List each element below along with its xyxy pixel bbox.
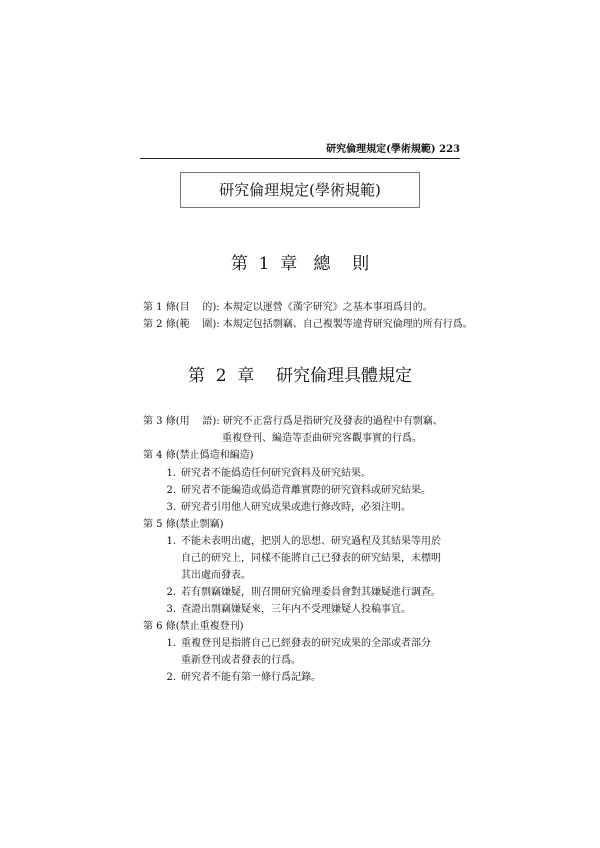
article-1-text: 本規定以運營《漢字研究》之基本事項爲目的。 [222, 302, 433, 313]
chapter-1-heading: 第 1 章 總 則 [230, 254, 370, 274]
article-4-item-3-text: 研究者引用他人研究成果或進行修改時，必須注明。 [181, 502, 411, 513]
article-3-line-2: 重複登刊、編造等歪曲研究客觀事實的行爲。 [222, 433, 422, 444]
article-1 [143, 299, 463, 316]
article-6-item-2-text: 研究者不能有第一條行爲記錄。 [181, 672, 321, 683]
article-3 [143, 413, 463, 430]
article-6-label: 第 6 條(禁止重複登刊) [143, 621, 244, 632]
article-5-item-2-number: 2. [166, 587, 176, 598]
article-3-line-1: 研究不正當行爲是指研究及發表的過程中有剽竊、 [222, 416, 443, 427]
article-4-item-2-text: 研究者不能編造或僞造背離實際的研究資料或研究結果。 [181, 485, 431, 496]
article-5-label: 第 5 條(禁止剽竊) [143, 519, 224, 530]
article-4-item-1-text: 研究者不能僞造任何研究資料及研究結果。 [181, 468, 371, 479]
article-4-item-3-number: 3. [166, 502, 176, 513]
article-2-label: 第 2 條(範 圍): [143, 319, 220, 330]
article-6-item-1-line-2: 重新登刊或者發表的行爲。 [181, 655, 301, 666]
article-2 [143, 316, 473, 333]
article-6-item-1-line-1: 重複登刊是指將自己已經發表的研究成果的全部或者部分 [181, 638, 431, 649]
article-4-item-2-number: 2. [166, 485, 176, 496]
header-rule [140, 158, 460, 159]
document-title: 研究倫理規定(學術規範) [180, 172, 420, 208]
article-5-item-2-text: 若有剽竊嫌疑，則召開研究倫理委員會對其嫌疑進行調查。 [181, 587, 441, 598]
article-5-item-3-text: 查證出剽竊嫌疑來，三年内不受理嫌疑人投稿事宜。 [181, 604, 411, 615]
article-6-item-1-number: 1. [166, 638, 176, 649]
chapter-2-heading: 第 2 章 研究倫理具體規定 [187, 366, 413, 386]
article-5-item-1-line-1: 不能未表明出處，把別人的思想、研究過程及其結果等用於 [181, 536, 441, 547]
article-5-item-1-number: 1. [166, 536, 176, 547]
article-2-text: 本規定包括剽竊、自己複製等違背研究倫理的所有行爲。 [222, 319, 473, 330]
article-1-label: 第 1 條(目 的): [143, 302, 220, 313]
article-3-label: 第 3 條(用 語): [143, 416, 220, 427]
article-5-item-3-number: 3. [166, 604, 176, 615]
running-header: 研究倫理規定(學術規範) 223 [326, 144, 460, 155]
article-4-label: 第 4 條(禁止僞造和編造) [143, 450, 254, 461]
article-5-item-1-line-3: 其出處而發表。 [181, 570, 251, 581]
article-4-item-1-number: 1. [166, 468, 176, 479]
article-6-item-2-number: 2. [166, 672, 176, 683]
article-5-item-1-line-2: 自己的研究上，同樣不能將自己已發表的研究結果，未標明 [181, 553, 441, 564]
